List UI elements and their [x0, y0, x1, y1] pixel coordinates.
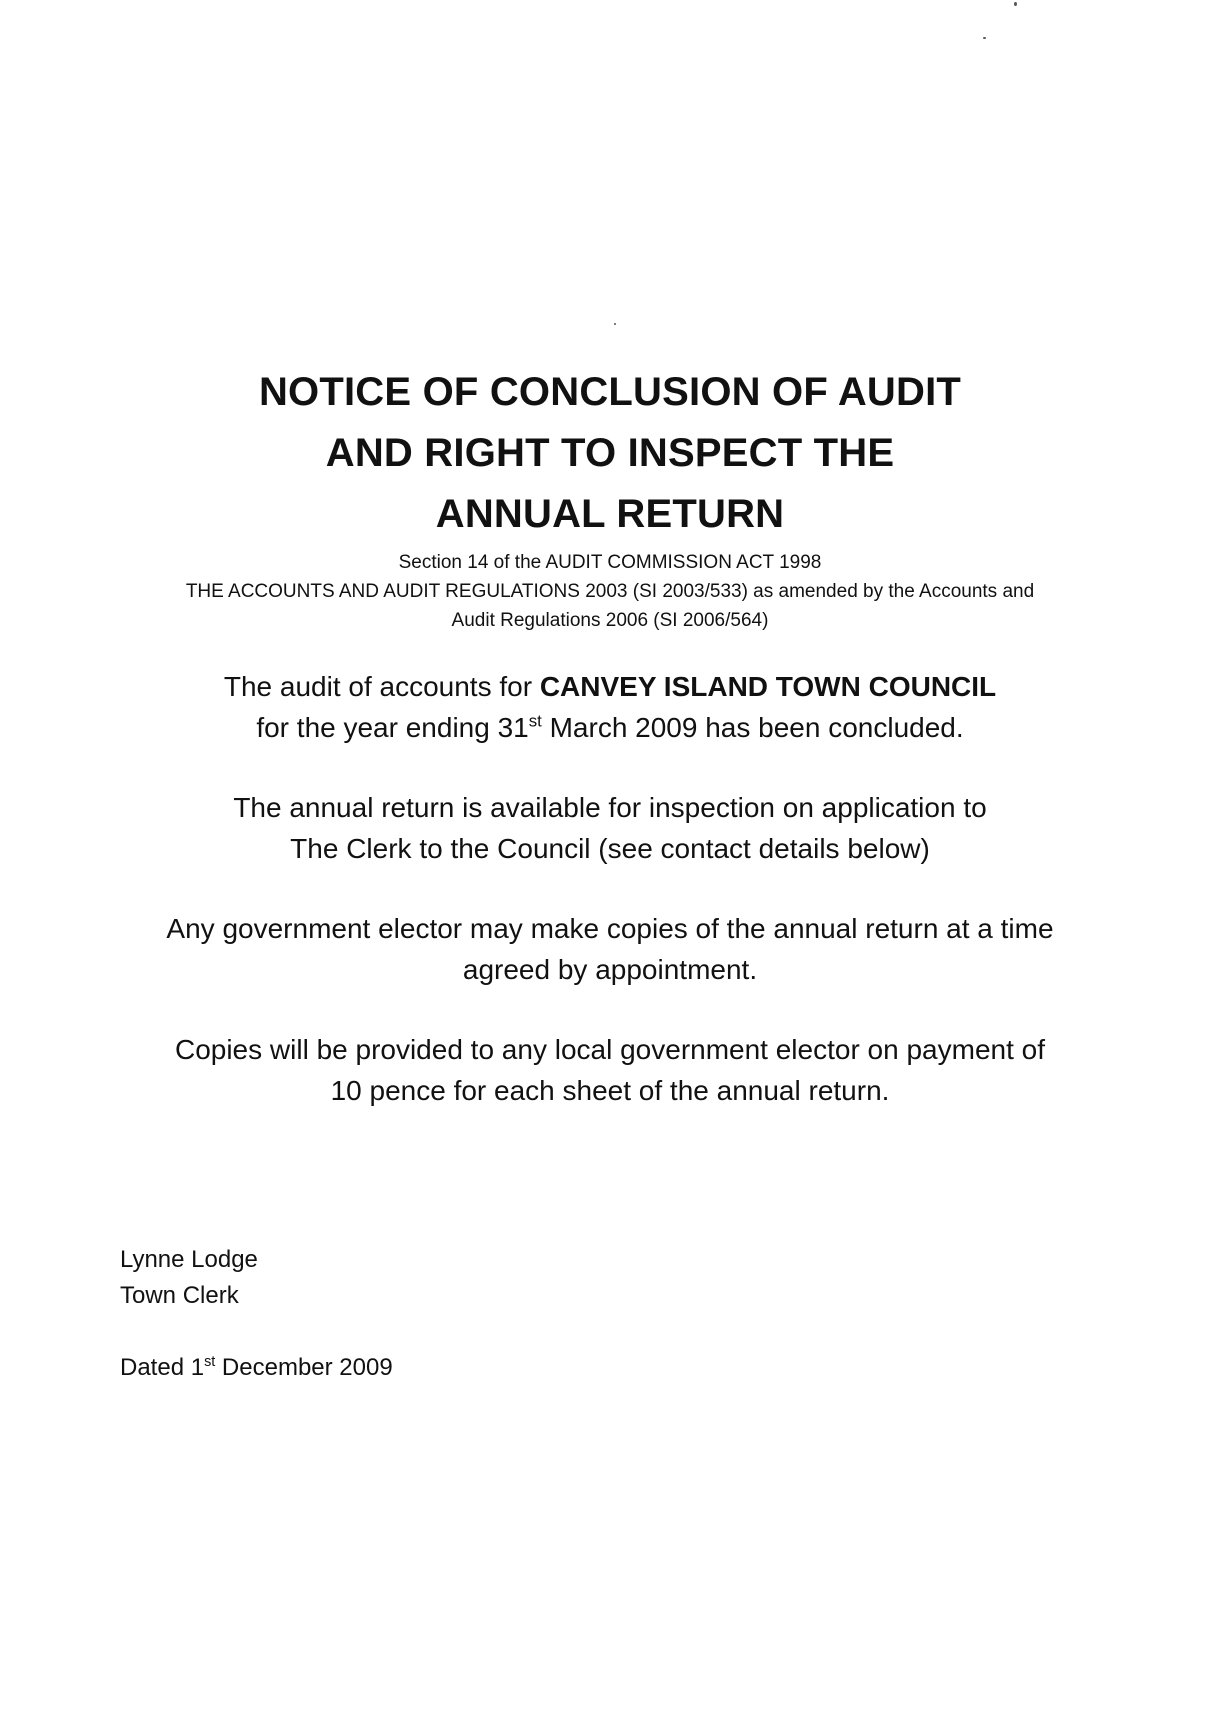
dated-suffix: December 2009 [215, 1354, 393, 1381]
inspection-line: The annual return is available for inspection on application to [233, 792, 987, 823]
dated-ordinal: st [204, 1354, 216, 1370]
legal-line: THE ACCOUNTS AND AUDIT REGULATIONS 2003 (SI 2003/533) as amended by the Accounts and [185, 581, 1035, 602]
legal-line: Audit Regulations 2006 (SI 2006/564) [451, 610, 769, 631]
payment-line: 10 pence for each sheet of the annual return. [330, 1075, 890, 1106]
dated-line [120, 1350, 393, 1386]
council-name: CANVEY ISLAND TOWN COUNCIL [539, 671, 997, 702]
elector-line: Any government elector may make copies of the annual return at a time [166, 913, 1054, 944]
payment-line: Copies will be provided to any local government elector on payment of [174, 1034, 1046, 1065]
dated-prefix: Dated 1 [120, 1354, 205, 1381]
audit-line [0, 666, 1220, 707]
title-line: NOTICE OF CONCLUSION OF AUDIT [258, 370, 962, 414]
elector-copies-statement [0, 908, 1220, 990]
notice-title [0, 362, 1220, 545]
audit-prefix: The audit of accounts for [223, 671, 540, 702]
elector-line: agreed by appointment. [462, 954, 758, 985]
year-prefix: for the year ending 31 [256, 712, 529, 743]
legal-line: Section 14 of the AUDIT COMMISSION ACT 1998 [398, 552, 822, 573]
audit-statement [0, 666, 1220, 748]
signatory-role: Town Clerk [120, 1282, 239, 1309]
audit-line [0, 707, 1220, 748]
scan-speck [1014, 2, 1017, 6]
inspection-line: The Clerk to the Council (see contact details below) [290, 833, 930, 864]
title-line: ANNUAL RETURN [435, 492, 785, 536]
signatory-name: Lynne Lodge [120, 1246, 258, 1273]
ordinal-suffix: st [528, 711, 542, 731]
payment-statement [0, 1029, 1220, 1111]
scan-speck [614, 323, 616, 325]
inspection-statement [0, 787, 1220, 869]
title-line: AND RIGHT TO INSPECT THE [325, 431, 895, 475]
year-suffix: March 2009 has been concluded. [541, 712, 964, 743]
scan-speck [983, 37, 986, 39]
legal-reference [0, 548, 1220, 635]
